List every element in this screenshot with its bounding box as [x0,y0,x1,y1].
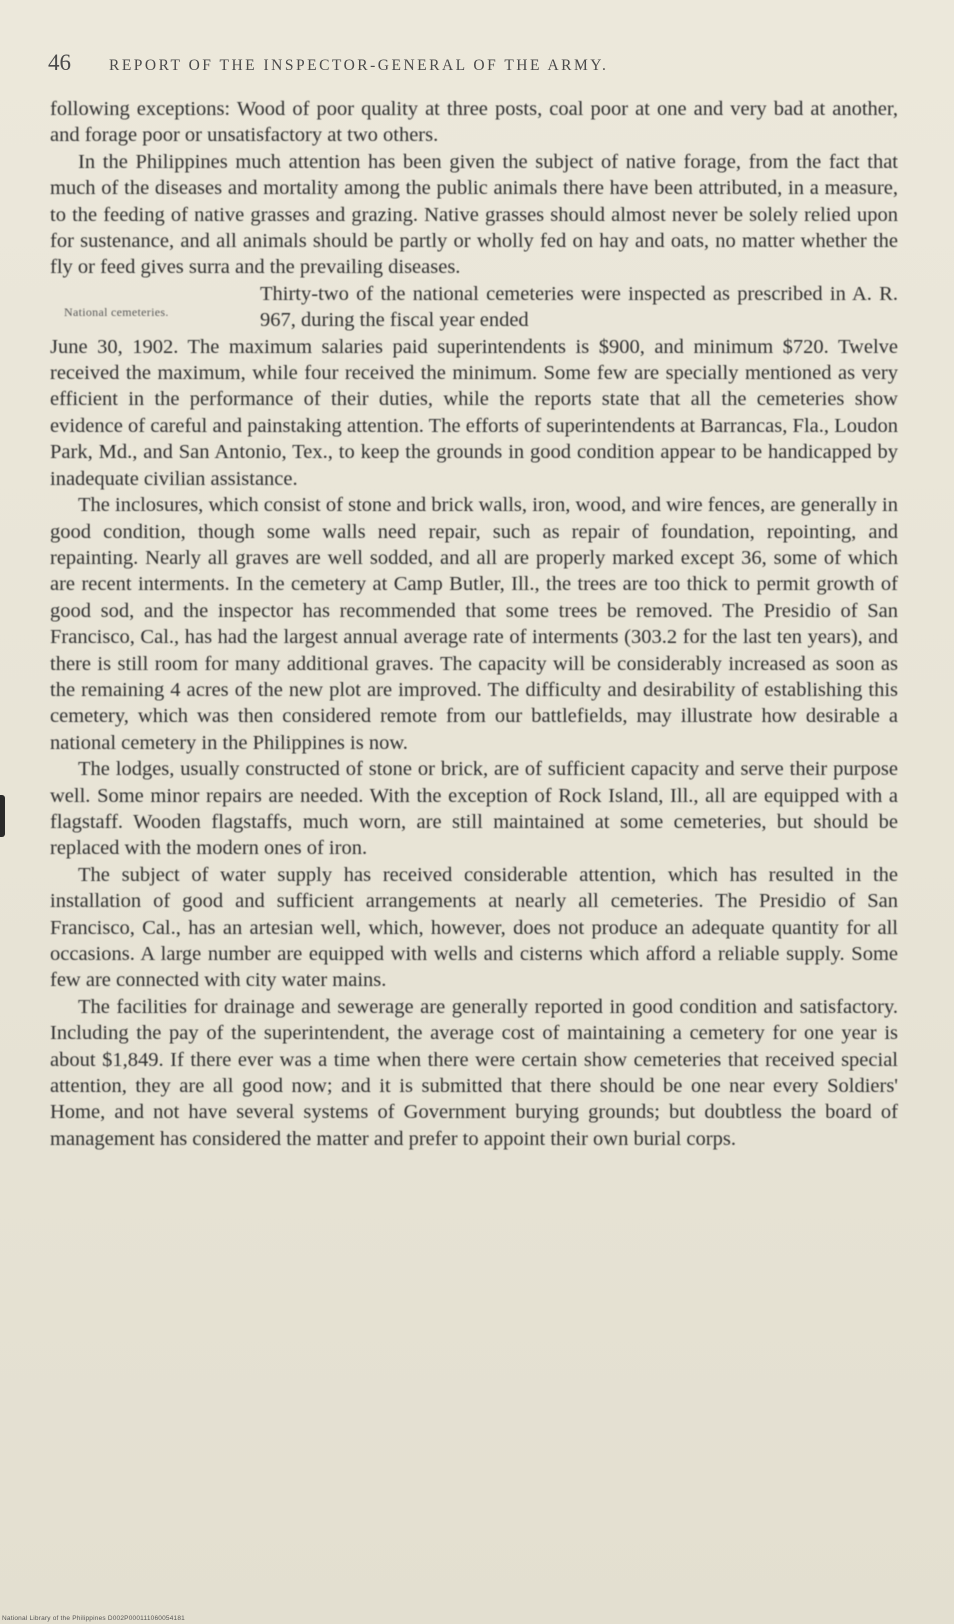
marginal-sidenote: National cemeteries. [64,304,169,319]
page-number: 46 [48,50,71,75]
paragraph-lodges: The lodges, usually constructed of stone or brick, are of sufficient capacity and serve their purpose well. Some minor repairs are needed. With the exception of Rock Island, Ill., all are equipped with a flagstaff. Wooden flagstaffs, much worn, are still maintained at some cemeteries, but should be replaced with the modern ones of iron. [50,758,898,860]
paragraph-native-forage: In the Philippines much attention has been given the subject of native forage, from the fact that much of the diseases and mortality among the public animals there have been attributed, in a measure, to the feeding of native grasses and grazing. Native grasses should almost never be solely relied upon for sustenance, and all animals should be partly or wholly fed on hay and oats, no matter whether the fly or feed gives surra and the prevailing diseases. [50,150,898,279]
scan-footer: National Library of the Philippines D002P000111060054181 [2,1615,185,1622]
paragraph-first-line: Thirty-two of the national cemeteries were inspected as prescribed in A. R. 967, during the fiscal year ended [260,282,898,332]
paragraph-drainage: The facilities for drainage and sewerage are generally reported in good condition and satisfactory. Including the pay of the superintendent, the average cost of maintaining a cemetery for one year is about $1,849. If there ever was a time when there were certain show cemeteries that received special attention, they are all good now; and it is submitted that there should be one near every Soldiers' Home, and not have several systems of Government burying grounds; but doubtless the board of management has considered the matter and prefer to appoint their own burial corps. [50,995,898,1150]
paragraph-continuation: following exceptions: Wood of poor quality at three posts, coal poor at one and very bad at another, and forage poor or unsatisfactory at two others. [50,98,898,147]
paragraph-water-supply: The subject of water supply has received considerable attention, which has resulted in the installation of good and sufficient arrangements at nearly all cemeteries. The Presidio of San Francisco, Cal., has an artesian well, which, however, does not produce an adequate quantity for all occasions. A large number are equipped with wells and cisterns which afford a reliable supply. Some few are connected with city water mains. [50,863,898,992]
binding-edge-mark [0,795,5,837]
body-text [50,96,898,1152]
running-head: REPORT OF THE INSPECTOR-GENERAL OF THE ARMY. [109,57,609,74]
paragraph-inclosures: The inclosures, which consist of stone and brick walls, iron, wood, and wire fences, are generally in good condition, though some walls need repair, such as repair of foundation, repointing, and repainting. Nearly all graves are well sodded, and all are properly marked except 36, some of which are recent interments. In the cemetery at Camp Butler, Ill., the trees are too thick to permit growth of good sod, and the inspector has recommended that some trees be removed. The Presidio of San Francisco, Cal., has had the largest annual average rate of interments (303.2 for the last ten years), and there is still room for many additional graves. The capacity will be considerably increased as soon as the remaining 4 acres of the new plot are improved. The difficulty and desirability of establishing this cemetery, which was then considered remote from our battlefields, may illustrate how desirable a national cemetery in the Philippines is now. [50,494,898,754]
page-header [48,50,908,80]
paragraph-national-cemeteries [50,281,898,492]
paragraph-continued-text: June 30, 1902. The maximum salaries paid superintendents is $900, and minimum $720. Twelve received the maximum, while four received the minimum. Some few are specially mentioned as very efficient in the performance of their duties, while the reports state that all the cemeteries show evidence of careful and painstaking attention. The efforts of superintendents at Barrancas, Fla., Loudon Park, Md., and San Antonio, Tex., to keep the grounds in good condition appear to be handicapped by inadequate civilian assistance. [50,335,898,490]
